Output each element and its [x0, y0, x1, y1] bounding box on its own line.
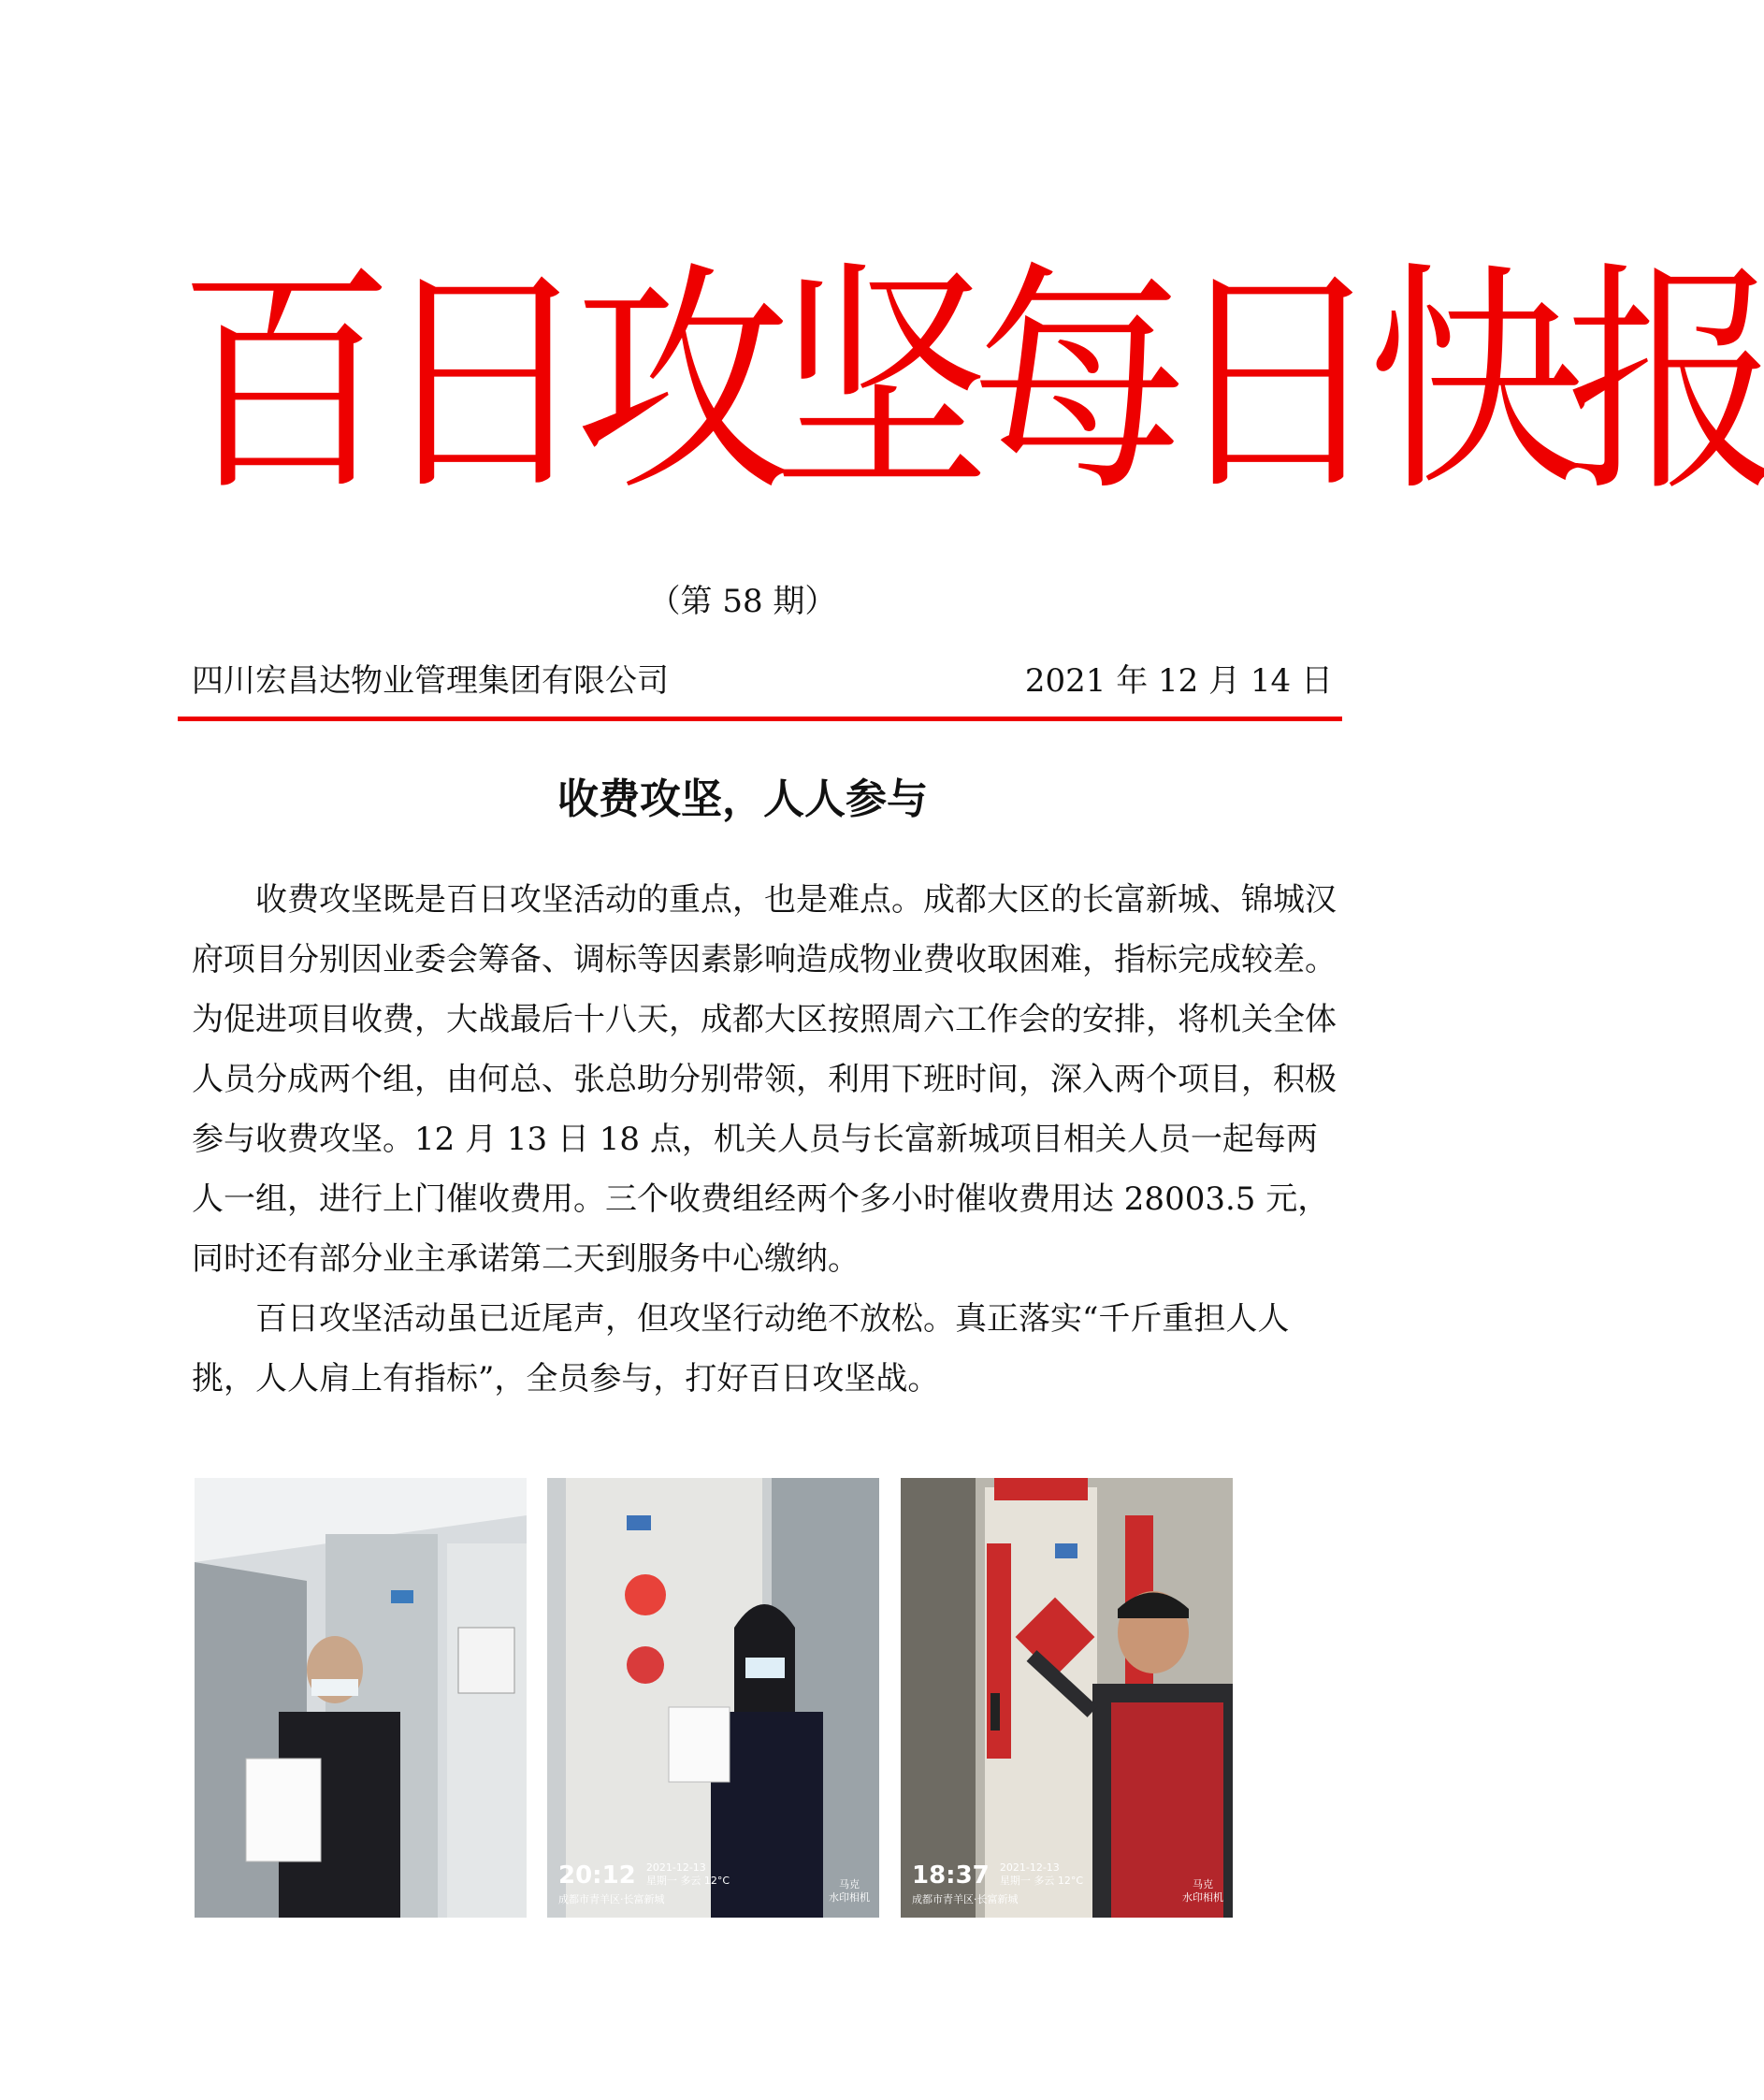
watermark-top: 马克	[1193, 1878, 1213, 1890]
stamp-time: 18:37	[912, 1861, 990, 1890]
issue-date: 2021 年 12 月 14 日	[1024, 662, 1333, 700]
red-divider	[178, 717, 1342, 721]
issue-number: （第 58 期）	[648, 583, 837, 620]
stamp-weather: 星期一 多云 12°C	[645, 1875, 730, 1887]
meta-row	[192, 655, 1333, 702]
photo-hallway-man	[195, 1478, 527, 1918]
watermark-top: 马克	[839, 1878, 860, 1890]
article-headline: 收费攻坚，人人参与	[557, 775, 928, 823]
photo-door-man	[901, 1478, 1233, 1918]
camera-watermark	[1182, 1878, 1223, 1904]
company-name: 四川宏昌达物业管理集团有限公司	[192, 662, 669, 700]
photo-door-woman	[547, 1478, 879, 1918]
paragraph: 收费攻坚既是百日攻坚活动的重点，也是难点。成都大区的长富新城、锦城汉府项目分别因业委会筹备、调标等因素影响造成物业费收取困难，指标完成较差。为促进项目收费，大战最后十八天，成都大区按照周六工作会的安排，将机关全体人员分成两个组，由何总、张总助分别带领，利用下班时间，深入两个项目，积极参与收费攻坚。12 月 13 日 18 点，机关人员与长富新城项目相关人员一起每两人一组，进行上门催收费用。三个收费组经两个多小时催收费用达 28003.5 元，同时还有部分业主承诺第二天到服务中心缴纳。	[192, 881, 1337, 1278]
paragraph: 百日攻坚活动虽已近尾声，但攻坚行动绝不放松。真正落实“千斤重担人人挑，人人肩上有指标”，全员参与，打好百日攻坚战。	[192, 1300, 1290, 1398]
photo-strip	[0, 1478, 1485, 1918]
stamp-weather: 星期一 多云 12°C	[999, 1875, 1084, 1887]
stamp-location: 成都市青羊区·长富新城	[558, 1893, 665, 1905]
article-body	[192, 870, 1342, 1409]
stamp-location: 成都市青羊区·长富新城	[912, 1893, 1019, 1905]
stamp-time: 20:12	[558, 1861, 636, 1890]
watermark-bottom: 水印相机	[1182, 1891, 1223, 1904]
photo-timestamp	[558, 1861, 730, 1906]
camera-watermark	[829, 1878, 870, 1904]
stamp-date: 2021-12-13	[999, 1861, 1060, 1874]
watermark-bottom: 水印相机	[829, 1891, 870, 1904]
masthead-title: 百日攻坚每日快报	[178, 241, 1764, 525]
stamp-date: 2021-12-13	[645, 1861, 706, 1874]
photo-timestamp	[912, 1861, 1083, 1906]
